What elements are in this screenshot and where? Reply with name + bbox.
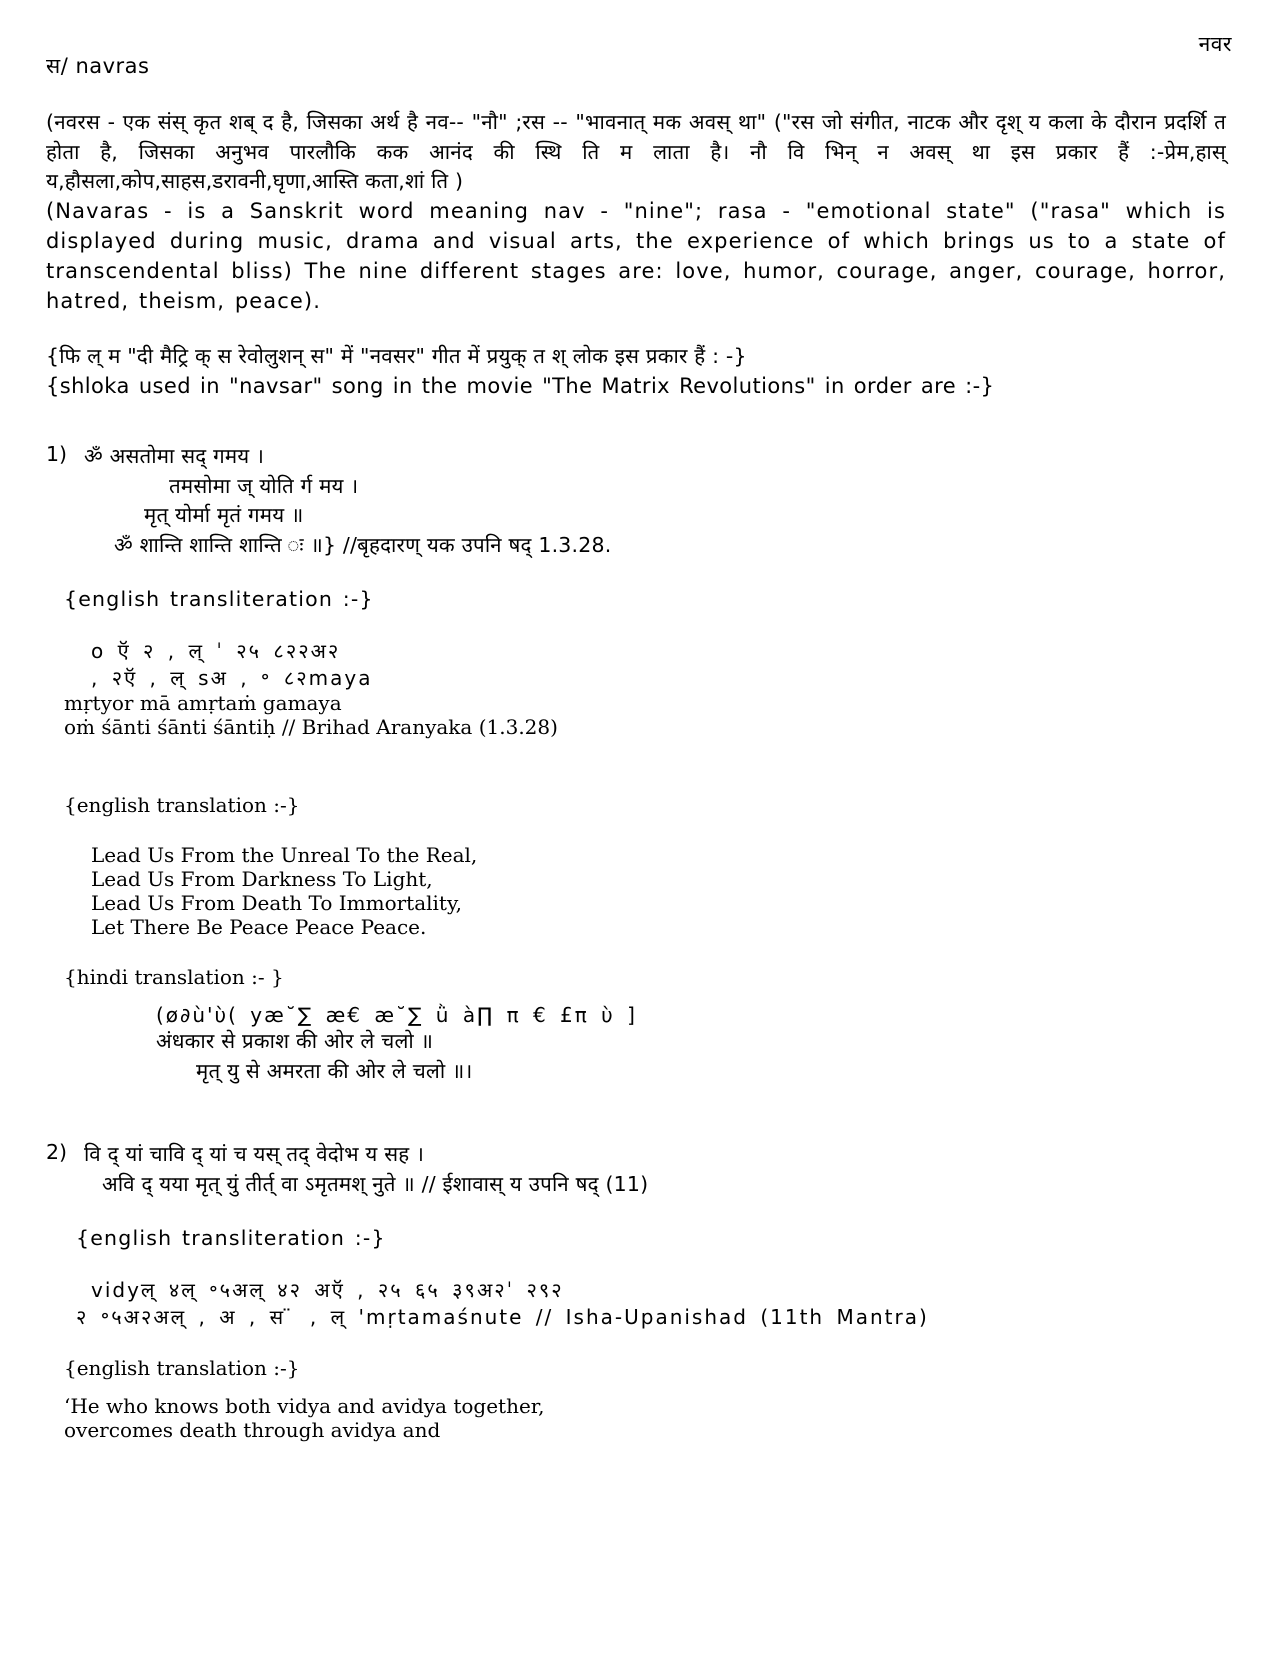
verse-1-translation-line-2: Lead Us From Darkness To Light, [91, 866, 433, 891]
verse-1-hindi-label: {hindi translation :- } [64, 964, 284, 989]
verse-1-line-3: मृत् योर्मा मृतं गमय ॥ [144, 503, 304, 528]
verse-1-translation-line-1: Lead Us From the Unreal To the Real, [91, 842, 478, 867]
verse-1-translit-line-4: oṁ śānti śānti śāntiḥ // Brihad Aranyaka (1.3.28) [64, 714, 558, 739]
verse-1-translit-line-1: o ऍ २ , ल् ˈ २५ ८२२अ२ [91, 638, 341, 663]
verse-2-line-2: अवि द् यया मृत् युं तीर्त् वा ऽमृतमश् नुते ॥ // ईशावास् य उपनि षद् (11) [102, 1171, 649, 1196]
verse-1-translation-label: {english translation :-} [64, 792, 300, 817]
verse-2-translit-line-1: vidyल् ४ल् ॰५अल् ४२ अऍ , २५ ६५ ३९अ२ˈ २९२ [91, 1277, 564, 1302]
verse-1-line-2: तमसोमा ज् योति र्ग मय । [169, 473, 359, 498]
verse-2-number: 2) [46, 1140, 68, 1165]
verse-1-translation-line-4: Let There Be Peace Peace Peace. [91, 914, 427, 939]
verse-2-translit-line-2: २ ॰५अ२अल् , अ , स ̈ , ल् 'mṛtamaśnute // Isha-Upanishad (11th Mantra) [76, 1304, 929, 1329]
verse-1-block [46, 442, 1226, 561]
verse-1-transliteration-label: {english transliteration :-} [64, 586, 374, 611]
verse-2-block [46, 1140, 1226, 1199]
shloka-note-devanagari: {फि ल् म "दी मैट्रि क् स रेवोलुशन् स" में "नवसर" गीत में प्रयुक् त श् लोक इस प्रकार हैं : -} [46, 344, 747, 369]
verse-1-line-1: ॐ असतोमा सद् गमय । [84, 443, 265, 468]
verse-2-translation-label: {english translation :-} [64, 1355, 300, 1380]
shloka-note-english: {shloka used in "navsar" song in the movie "The Matrix Revolutions" in order are :-} [46, 374, 995, 399]
verse-1-hindi-line-1: (ø∂ù'ὺ( yæ˘∑ æ€ æ˘∑ ǜ à∏ π € £π ὺ ] [156, 1002, 637, 1027]
document-body [46, 108, 1226, 1442]
header-left-text: स/ navras [46, 54, 150, 78]
verse-1-hindi-line-2: अंधकार से प्रकाश की ओर ले चलो ॥ [156, 1028, 434, 1053]
verse-1-translation-line-3: Lead Us From Death To Immortality, [91, 890, 462, 915]
verse-2-line-1: वि द् यां चावि द् यां च यस् तद् वेदोभ य सह । [84, 1142, 425, 1167]
verse-1-translit-line-2: , २ऍ , ल् sअ , ॰ ८२maya [91, 665, 373, 690]
intro-devanagari-paragraph: (नवरस - एक संस् कृत शब् द है, जिसका अर्थ है नव-- "नौ" ;रस -- "भावनात् मक अवस् था" ("रस जो संगीत, नाटक और दृश् य कला के दौरान प्रदर्शि त होता है, जिसका अनुभव पारलौकि कक आनंद की स्थि ति म लाता है। नौ वि भिन् न अवस् था इस प्रकार हैं :-प्रेम,हास् य,हौसला,कोप,साहस,डरावनी,घृणा,आस्ति कता,शां ति ) [46, 110, 1226, 194]
verse-2-translation-line-1: ‘He who knows both vidya and avidya together, [64, 1393, 545, 1418]
verse-2-translation-line-2: overcomes death through avidya and [64, 1417, 441, 1442]
verse-2-transliteration-label: {english transliteration :-} [76, 1225, 386, 1250]
intro-english-paragraph: (Navaras - is a Sanskrit word meaning nav - "nine"; rasa - "emotional state" ("rasa" which is displayed during music, drama and visual arts, the experience of which brings us to a state of transcendental bliss) The nine different stages are: love, humor, courage, anger, courage, horror, hatred, theism, peace). [46, 199, 1226, 313]
verse-1-line-4: ॐ शान्ति शान्ति शान्ति ः ॥} //बृहदारण् यक उपनि षद् 1.3.28. [114, 533, 612, 558]
header-right-text: नवर [1198, 32, 1232, 56]
verse-1-translit-line-3: mṛtyor mā amṛtaṁ gamaya [64, 690, 342, 715]
verse-1-number: 1) [46, 441, 68, 466]
verse-1-hindi-line-3: मृत् यु से अमरता की ओर ले चलो ॥। [196, 1058, 473, 1083]
